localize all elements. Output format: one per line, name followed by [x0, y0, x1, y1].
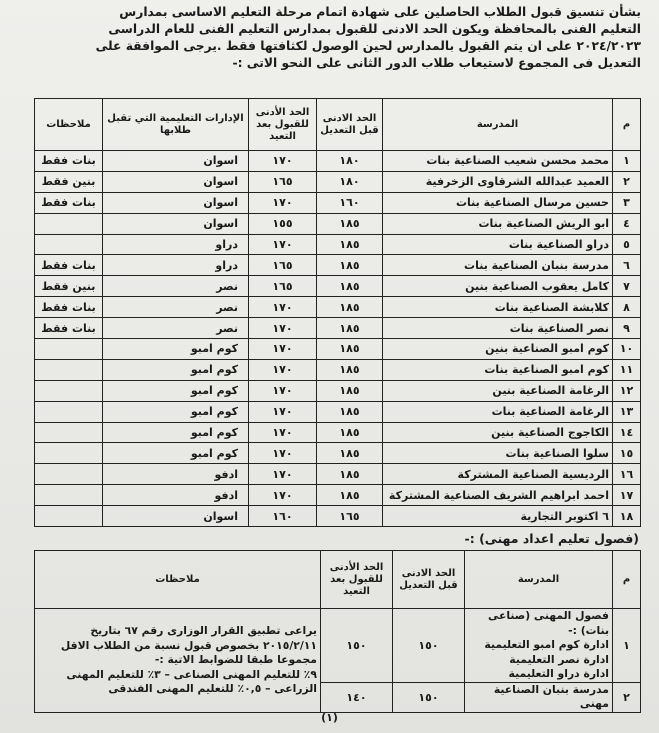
row-num: ٢ [613, 682, 641, 712]
row-note: بنات فقط [35, 318, 103, 339]
row-note [35, 443, 103, 464]
table-row [35, 443, 641, 464]
table-row [35, 359, 641, 380]
row-admin: كوم امبو [103, 359, 249, 380]
row-school: فصول المهنى (صناعى بنات) :- ادارة كوم امبو التعليمية ادارة نصر التعليمية ادارة دراو التعليمية [465, 609, 613, 683]
table-row [35, 339, 641, 360]
row-min-after: ١٥٠ [321, 609, 393, 683]
row-num: ٧ [613, 276, 641, 297]
row-school: محمد محسن شعيب الصناعية بنات [383, 151, 613, 172]
row-note [35, 485, 103, 506]
row-school: كوم امبو الصناعية بنين [383, 339, 613, 360]
intro-paragraph [20, 0, 645, 72]
header-min-after: الحد الأدنى للقبول بعد التعيد [321, 551, 393, 609]
row-min-after: ١٧٠ [249, 318, 317, 339]
row-min-after: ١٧٠ [249, 464, 317, 485]
row-admin: كوم امبو [103, 339, 249, 360]
table-row [35, 609, 641, 683]
row-note [35, 380, 103, 401]
row-admin: نصر [103, 276, 249, 297]
row-min-before: ١٨٥ [317, 359, 383, 380]
row-min-before: ١٦٥ [317, 506, 383, 527]
header-admins: الإدارات التعليمية التي تقبل طلابها [103, 99, 249, 151]
row-min-after: ١٤٠ [321, 682, 393, 712]
row-min-after: ١٧٠ [249, 339, 317, 360]
header-num: م [613, 551, 641, 609]
row-admin: اسوان [103, 506, 249, 527]
row-school: ابو الريش الصناعية بنات [383, 213, 613, 234]
row-num: ٦ [613, 255, 641, 276]
row-min-before: ١٨٠ [317, 171, 383, 192]
row-num: ٣ [613, 192, 641, 213]
row-num: ١ [613, 609, 641, 683]
row-school: مدرسة بنبان الصناعية مهنى [465, 682, 613, 712]
row-note: بنات فقط [35, 151, 103, 172]
page-number: (١) [321, 711, 338, 724]
table-row [35, 171, 641, 192]
row-min-after: ١٦٥ [249, 171, 317, 192]
row-min-after: ١٦٠ [249, 506, 317, 527]
table-row [35, 401, 641, 422]
row-note [35, 464, 103, 485]
row-num: ١٦ [613, 464, 641, 485]
row-school: الرديسية الصناعية المشتركة [383, 464, 613, 485]
row-admin: اسوان [103, 192, 249, 213]
row-note [35, 401, 103, 422]
table-row [35, 255, 641, 276]
row-admin: كوم امبو [103, 422, 249, 443]
row-num: ١٧ [613, 485, 641, 506]
row-note: بنات فقط [35, 255, 103, 276]
table-row [35, 380, 641, 401]
row-school: الرغامة الصناعية بنين [383, 380, 613, 401]
row-admin: اسوان [103, 213, 249, 234]
row-note: بنات فقط [35, 192, 103, 213]
table-row [35, 151, 641, 172]
intro-line: التعديل فى المجموع لاستيعاب طلاب الدور الثانى على النحو الاتى :- [232, 56, 641, 70]
admission-table [34, 98, 641, 527]
row-num: ١٢ [613, 380, 641, 401]
row-num: ١٤ [613, 422, 641, 443]
row-admin: نصر [103, 318, 249, 339]
row-min-before: ١٨٥ [317, 339, 383, 360]
row-min-before: ١٨٥ [317, 443, 383, 464]
row-min-before: ١٨٠ [317, 151, 383, 172]
header-school: المدرسة [383, 99, 613, 151]
row-school: احمد ابراهيم الشريف الصناعية المشتركة [383, 485, 613, 506]
row-min-before: ١٨٥ [317, 318, 383, 339]
intro-line: بشأن تنسيق قبول الطلاب الحاصلين على شهادة اتمام مرحلة التعليم الاساسى بمدارس [119, 5, 641, 19]
row-school: الرغامة الصناعية بنات [383, 401, 613, 422]
row-note [35, 213, 103, 234]
row-min-after: ١٦٥ [249, 255, 317, 276]
table-row [35, 485, 641, 506]
header-min-before: الحد الادنى قبل التعديل [393, 551, 465, 609]
row-num: ٨ [613, 297, 641, 318]
table-row [35, 464, 641, 485]
row-school: دراو الصناعية بنات [383, 234, 613, 255]
row-admin: دراو [103, 234, 249, 255]
row-num: ٩ [613, 318, 641, 339]
row-num: ٢ [613, 171, 641, 192]
row-admin: ادفو [103, 485, 249, 506]
header-notes: ملاحظات [35, 99, 103, 151]
intro-line: ٢٠٢٤/٢٠٢٣ على ان يتم القبول بالمدارس لحين الوصول لكثافتها فقط .يرجى الموافقة على [95, 39, 641, 53]
row-min-before: ١٨٥ [317, 297, 383, 318]
table-row [35, 276, 641, 297]
row-school: سلوا الصناعية بنات [383, 443, 613, 464]
row-min-after: ١٧٠ [249, 151, 317, 172]
row-school: حسين مرسال الصناعية بنات [383, 192, 613, 213]
row-school: العميد عبدالله الشرقاوى الزخرفية [383, 171, 613, 192]
header-notes: ملاحظات [35, 551, 321, 609]
row-min-after: ١٧٠ [249, 485, 317, 506]
table-row [35, 297, 641, 318]
row-min-before: ١٨٥ [317, 234, 383, 255]
row-num: ١٨ [613, 506, 641, 527]
row-admin: اسوان [103, 151, 249, 172]
row-min-after: ١٧٠ [249, 297, 317, 318]
row-num: ١ [613, 151, 641, 172]
row-min-after: ١٧٠ [249, 192, 317, 213]
row-min-before: ١٨٥ [317, 276, 383, 297]
row-note: بنين فقط [35, 276, 103, 297]
row-admin: ادفو [103, 464, 249, 485]
header-school: المدرسة [465, 551, 613, 609]
row-min-before: ١٨٥ [317, 464, 383, 485]
row-min-after: ١٧٠ [249, 422, 317, 443]
row-min-before: ١٥٠ [393, 609, 465, 683]
row-admin: كوم امبو [103, 401, 249, 422]
row-min-after: ١٧٠ [249, 234, 317, 255]
table-row [35, 192, 641, 213]
row-school: نصر الصناعية بنات [383, 318, 613, 339]
row-admin: دراو [103, 255, 249, 276]
header-num: م [613, 99, 641, 151]
table-header-row [35, 551, 641, 609]
row-note [35, 339, 103, 360]
row-admin: اسوان [103, 171, 249, 192]
row-num: ٤ [613, 213, 641, 234]
row-school: ٦ اكتوبر التجارية [383, 506, 613, 527]
row-note [35, 359, 103, 380]
row-note: بنين فقط [35, 171, 103, 192]
row-num: ٥ [613, 234, 641, 255]
header-min-before: الحد الادنى قبل التعديل [317, 99, 383, 151]
row-min-before: ١٨٥ [317, 485, 383, 506]
row-min-before: ١٨٥ [317, 255, 383, 276]
row-school: كامل يعقوب الصناعية بنين [383, 276, 613, 297]
row-school: مدرسة بنبان الصناعية بنات [383, 255, 613, 276]
table-row [35, 318, 641, 339]
row-num: ١٣ [613, 401, 641, 422]
row-min-after: ١٧٠ [249, 401, 317, 422]
row-min-after: ١٧٠ [249, 359, 317, 380]
row-note [35, 234, 103, 255]
row-notes: يراعى تطبيق القرار الوزارى رقم ٦٧ بتاريخ ٢٠١٥/٢/١١ بخصوص قبول نسبة من الطلاب الاقل مجموعا طبقا للضوابط الاتية :- ٩٪ للتعليم المهنى الصناعى – ٣٪ للتعليم المهنى الزراعى – ٠,٥٪ للتعليم المهنى الفندقى [35, 609, 321, 713]
table-row [35, 422, 641, 443]
table-row [35, 213, 641, 234]
row-note: بنات فقط [35, 297, 103, 318]
row-min-after: ١٥٥ [249, 213, 317, 234]
row-admin: كوم امبو [103, 443, 249, 464]
row-min-before: ١٥٠ [393, 682, 465, 712]
table-row [35, 506, 641, 527]
row-school: كلابشة الصناعية بنات [383, 297, 613, 318]
row-admin: كوم امبو [103, 380, 249, 401]
row-num: ١٠ [613, 339, 641, 360]
row-min-before: ١٨٥ [317, 380, 383, 401]
row-min-before: ١٨٥ [317, 213, 383, 234]
row-min-before: ١٨٥ [317, 401, 383, 422]
intro-line: التعليم الفنى بالمحافظة ويكون الحد الادنى للقبول بمدارس التعليم الفنى للعام الدراسى [108, 22, 641, 36]
table-row [35, 234, 641, 255]
row-admin: نصر [103, 297, 249, 318]
row-note [35, 422, 103, 443]
row-min-after: ١٧٠ [249, 380, 317, 401]
row-num: ١١ [613, 359, 641, 380]
row-num: ١٥ [613, 443, 641, 464]
row-min-after: ١٦٥ [249, 276, 317, 297]
vocational-table [34, 550, 641, 713]
table-header-row [35, 99, 641, 151]
section-title: (فصول تعليم اعداد مهنى) :- [464, 531, 639, 546]
header-min-after: الحد الأدنى للقبول بعد التعيد [249, 99, 317, 151]
row-min-before: ١٦٠ [317, 192, 383, 213]
row-school: كوم امبو الصناعية بنات [383, 359, 613, 380]
row-note [35, 506, 103, 527]
row-school: الكاجوج الصناعية بنين [383, 422, 613, 443]
row-min-after: ١٧٠ [249, 443, 317, 464]
row-min-before: ١٨٥ [317, 422, 383, 443]
